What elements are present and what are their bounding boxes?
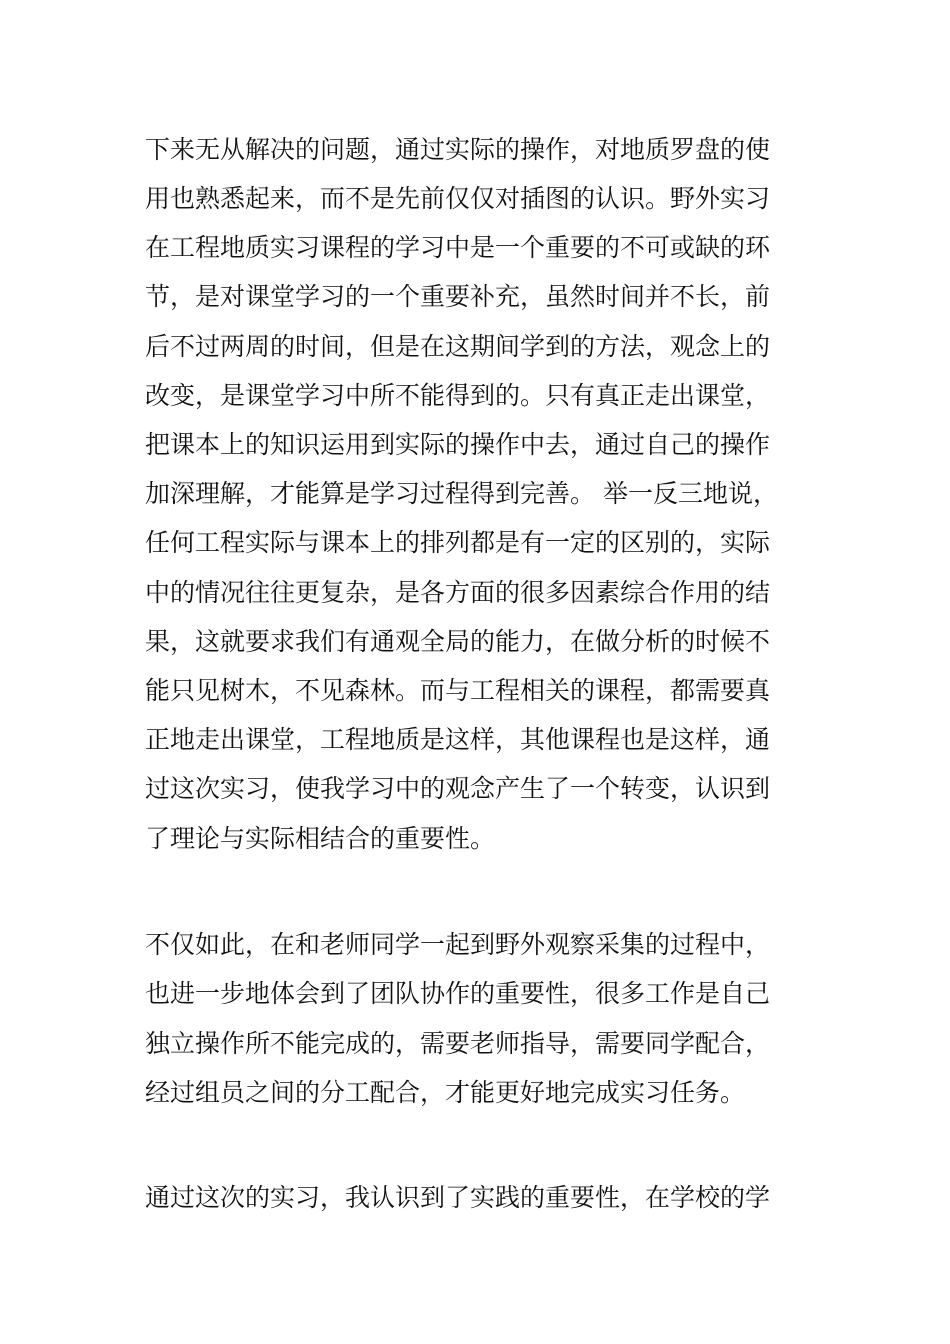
paragraph-1-line-6: 改变，是课堂学习中所不能得到的。只有真正走出课堂， [145, 381, 771, 410]
paragraph-2-line-4: 经过组员之间的分工配合，才能更好地完成实习任务。 [145, 1078, 746, 1107]
paragraph-1-line-2: 用也熟悉起来，而不是先前仅仅对插图的认识。野外实习 [145, 184, 771, 213]
paragraph-1-line-1: 下来无从解决的问题，通过实际的操作，对地质罗盘的使 [145, 135, 771, 164]
paragraph-2-line-3: 独立操作所不能完成的，需要老师指导，需要同学配合， [145, 1029, 771, 1058]
paragraph-1-line-3: 在工程地质实习课程的学习中是一个重要的不可或缺的环 [145, 233, 771, 262]
paragraph-1-line-15: 了理论与实际相结合的重要性。 [145, 824, 496, 853]
paragraph-1-line-10: 中的情况往往更复杂，是各方面的很多因素综合作用的结 [145, 578, 771, 607]
paragraph-1-line-9: 任何工程实际与课本上的排列都是有一定的区别的，实际 [145, 528, 771, 557]
paragraph-1-line-8: 加深理解，才能算是学习过程得到完善。 举一反三地说， [145, 479, 778, 508]
paragraph-1-line-5: 后不过两周的时间，但是在这期间学到的方法，观念上的 [145, 332, 771, 361]
paragraph-2-line-2: 也进一步地体会到了团队协作的重要性，很多工作是自己 [145, 979, 771, 1008]
paragraph-1-line-12: 能只见树木，不见森林。而与工程相关的课程，都需要真 [145, 676, 771, 705]
paragraph-1-line-11: 果，这就要求我们有通观全局的能力，在做分析的时候不 [145, 627, 771, 656]
paragraph-3-line-1: 通过这次的实习，我认识到了实践的重要性，在学校的学 [145, 1183, 771, 1212]
paragraph-1-line-13: 正地走出课堂，工程地质是这样，其他课程也是这样，通 [145, 725, 771, 754]
paragraph-1-line-7: 把课本上的知识运用到实际的操作中去，通过自己的操作 [145, 430, 771, 459]
paragraph-2-line-1: 不仅如此，在和老师同学一起到野外观察采集的过程中， [145, 930, 771, 959]
paragraph-1-line-14: 过这次实习，使我学习中的观念产生了一个转变，认识到 [145, 774, 771, 803]
paragraph-1-line-4: 节，是对课堂学习的一个重要补充，虽然时间并不长，前 [145, 282, 771, 311]
